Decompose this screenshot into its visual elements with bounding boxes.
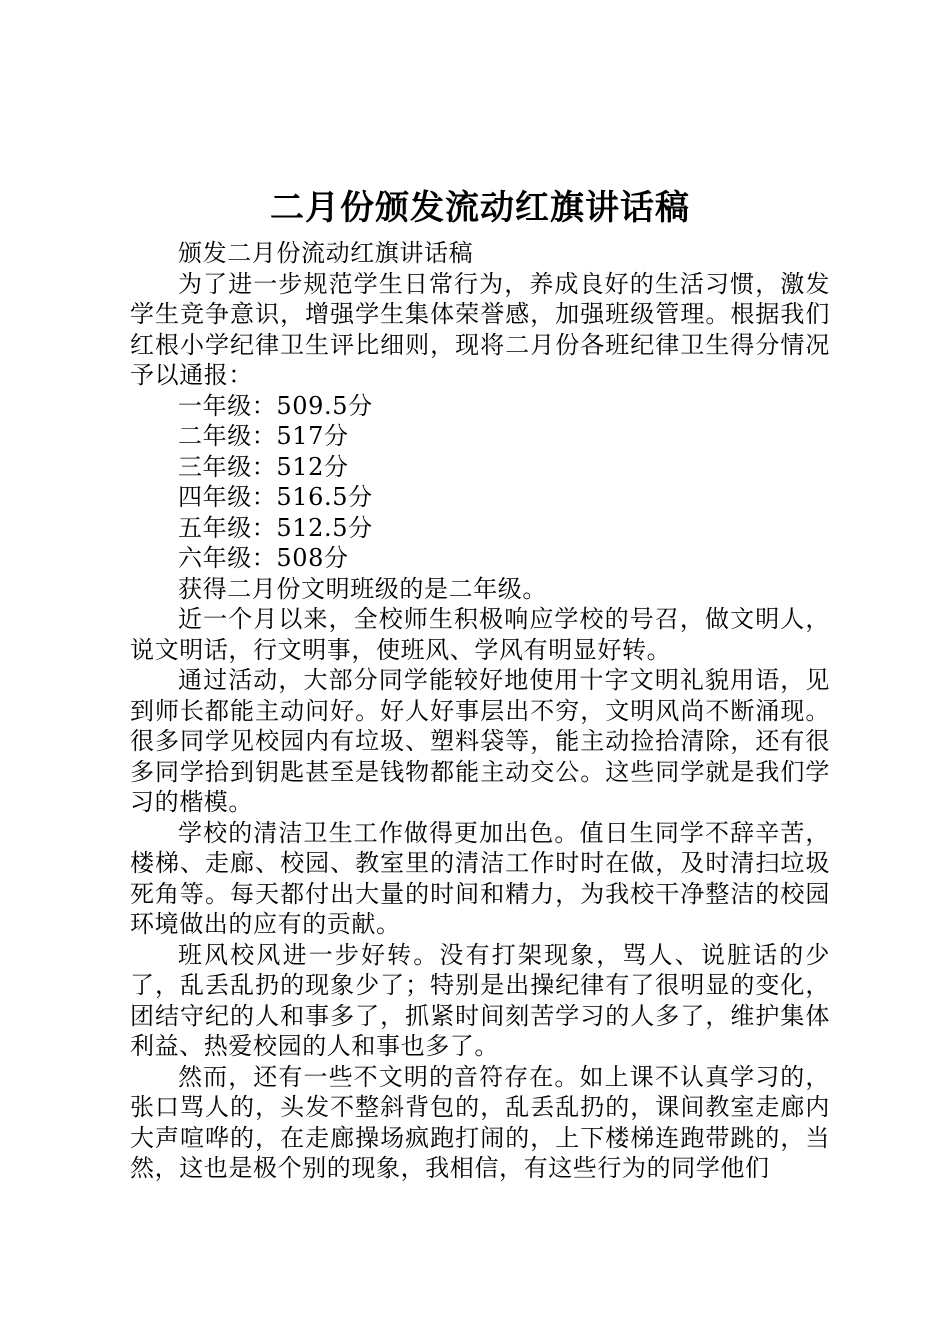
paragraph-intro: 为了进一步规范学生日常行为，养成良好的生活习惯，激发学生竞争意识，增强学生集体荣誉感，加强班级管理。根据我们红根小学纪律卫生评比细则，现将二月份各班纪律卫生得分情况予以通报： [130,269,830,389]
document-body [130,238,830,1184]
paragraph-recent-month: 近一个月以来，全校师生积极响应学校的号召，做文明人，说文明话，行文明事，使班风、学风有明显好转。 [130,605,830,664]
document-title: 二月份颁发流动红旗讲话稿 [270,188,690,228]
document-page [130,178,830,1184]
paragraph-cleaning: 学校的清洁卫生工作做得更加出色。值日生同学不辞辛苦，楼梯、走廊、校园、教室里的清洁工作时时在做，及时清扫垃圾死角等。每天都付出大量的时间和精力，为我校干净整洁的校园环境做出的应有的贡献。 [130,818,830,938]
score-grade-2: 二年级：517分 [178,422,349,450]
paragraph-winner: 获得二月份文明班级的是二年级。 [178,574,547,603]
score-grade-3: 三年级：512分 [178,452,349,481]
paragraph-class-spirit: 班风校风进一步好转。没有打架现象，骂人、说脏话的少了，乱丢乱扔的现象少了；特别是出操纪律有了很明显的变化，团结守纪的人和事多了，抓紧时间刻苦学习的人多了，维护集体利益、热爱校园的人和事也多了。 [130,940,830,1060]
paragraph-subtitle: 颁发二月份流动红旗讲话稿 [178,239,474,267]
score-grade-1: 一年级：509.5分 [178,391,373,420]
paragraph-activities: 通过活动，大部分同学能较好地使用十字文明礼貌用语，见到师长都能主动问好。好人好事层出不穷，文明风尚不断涌现。很多同学见校园内有垃圾、塑料袋等，能主动捡拾清除，还有很多同学拾到钥匙甚至是钱物都能主动交公。这些同学就是我们学习的楷模。 [130,666,830,816]
paragraph-however: 然而，还有一些不文明的音符存在。如上课不认真学习的，张口骂人的，头发不整斜背包的，乱丢乱扔的，课间教室走廊内大声喧哗的，在走廊操场疯跑打闹的，上下楼梯连跑带跳的，当然，这也是极个别的现象，我相信，有这些行为的同学他们 [130,1062,830,1182]
score-grade-5: 五年级：512.5分 [178,513,373,542]
score-grade-6: 六年级：508分 [178,544,349,572]
score-grade-4: 四年级：516.5分 [178,483,373,511]
